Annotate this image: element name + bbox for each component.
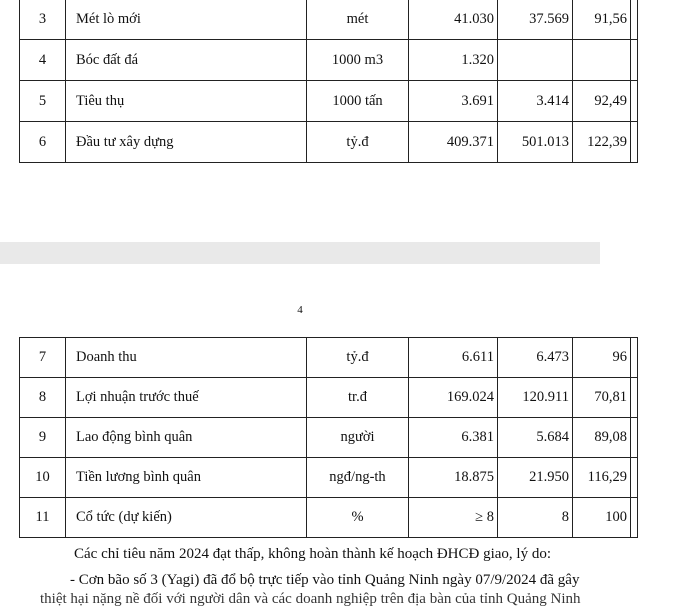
plan-value: 409.371 <box>409 122 498 163</box>
row-number: 5 <box>20 81 66 122</box>
actual-value: 3.414 <box>498 81 573 122</box>
percent-value <box>573 40 631 81</box>
percent-value: 100 <box>573 498 631 538</box>
row-number: 6 <box>20 122 66 163</box>
extra-cell <box>631 81 638 122</box>
indicator-name: Tiền lương bình quân <box>66 458 307 498</box>
extra-cell <box>631 122 638 163</box>
indicator-name: Cổ tức (dự kiến) <box>66 498 307 538</box>
actual-value: 5.684 <box>498 418 573 458</box>
row-number: 11 <box>20 498 66 538</box>
indicator-name: Lợi nhuận trước thuế <box>66 378 307 418</box>
extra-cell <box>631 0 638 40</box>
unit-cell: mét <box>307 0 409 40</box>
row-number: 7 <box>20 338 66 378</box>
unit-cell: 1000 m3 <box>307 40 409 81</box>
extra-cell <box>631 378 638 418</box>
row-number: 8 <box>20 378 66 418</box>
extra-cell <box>631 458 638 498</box>
table-row <box>20 81 638 122</box>
plan-value: ≥ 8 <box>409 498 498 538</box>
paragraph-text: thiệt hại nặng nề đối với người dân và các doanh nghiệp trên địa bàn của tỉnh Quảng Ninh <box>40 591 581 607</box>
production-table-bottom <box>19 337 638 538</box>
indicator-name: Đầu tư xây dựng <box>66 122 307 163</box>
page-separator <box>0 242 600 264</box>
unit-cell: tr.đ <box>307 378 409 418</box>
row-number: 9 <box>20 418 66 458</box>
percent-value: 122,39 <box>573 122 631 163</box>
extra-cell <box>631 338 638 378</box>
percent-value: 89,08 <box>573 418 631 458</box>
plan-value: 169.024 <box>409 378 498 418</box>
actual-value: 37.569 <box>498 0 573 40</box>
indicator-name: Tiêu thụ <box>66 81 307 122</box>
actual-value: 501.013 <box>498 122 573 163</box>
unit-cell: tỷ.đ <box>307 122 409 163</box>
percent-value: 70,81 <box>573 378 631 418</box>
plan-value: 3.691 <box>409 81 498 122</box>
indicator-name: Bóc đất đá <box>66 40 307 81</box>
extra-cell <box>631 418 638 458</box>
actual-value: 120.911 <box>498 378 573 418</box>
indicator-name: Doanh thu <box>66 338 307 378</box>
actual-value: 6.473 <box>498 338 573 378</box>
table-row <box>20 458 638 498</box>
actual-value <box>498 40 573 81</box>
plan-value: 41.030 <box>409 0 498 40</box>
row-number: 3 <box>20 0 66 40</box>
actual-value: 8 <box>498 498 573 538</box>
table-row <box>20 0 638 40</box>
table-row <box>20 338 638 378</box>
page-number: 4 <box>297 304 303 316</box>
unit-cell: 1000 tấn <box>307 81 409 122</box>
percent-value: 91,56 <box>573 0 631 40</box>
row-number: 10 <box>20 458 66 498</box>
percent-value: 96 <box>573 338 631 378</box>
unit-cell: tỷ.đ <box>307 338 409 378</box>
paragraph-text: - Cơn bão số 3 (Yagi) đã đổ bộ trực tiếp vào tỉnh Quảng Ninh ngày 07/9/2024 đã gây <box>70 572 580 588</box>
percent-value: 116,29 <box>573 458 631 498</box>
table-row <box>20 40 638 81</box>
paragraph-text: Các chỉ tiêu năm 2024 đạt thấp, không hoàn thành kế hoạch ĐHCĐ giao, lý do: <box>74 546 551 562</box>
table-row <box>20 498 638 538</box>
unit-cell: % <box>307 498 409 538</box>
table-row <box>20 378 638 418</box>
indicator-name: Mét lò mới <box>66 0 307 40</box>
row-number: 4 <box>20 40 66 81</box>
unit-cell: ngđ/ng-th <box>307 458 409 498</box>
indicator-name: Lao động bình quân <box>66 418 307 458</box>
plan-value: 6.381 <box>409 418 498 458</box>
extra-cell <box>631 498 638 538</box>
percent-value: 92,49 <box>573 81 631 122</box>
table-row <box>20 122 638 163</box>
actual-value: 21.950 <box>498 458 573 498</box>
table-row <box>20 418 638 458</box>
plan-value: 18.875 <box>409 458 498 498</box>
production-table-top <box>19 0 638 163</box>
plan-value: 1.320 <box>409 40 498 81</box>
extra-cell <box>631 40 638 81</box>
unit-cell: người <box>307 418 409 458</box>
plan-value: 6.611 <box>409 338 498 378</box>
document-page-top <box>0 0 627 242</box>
